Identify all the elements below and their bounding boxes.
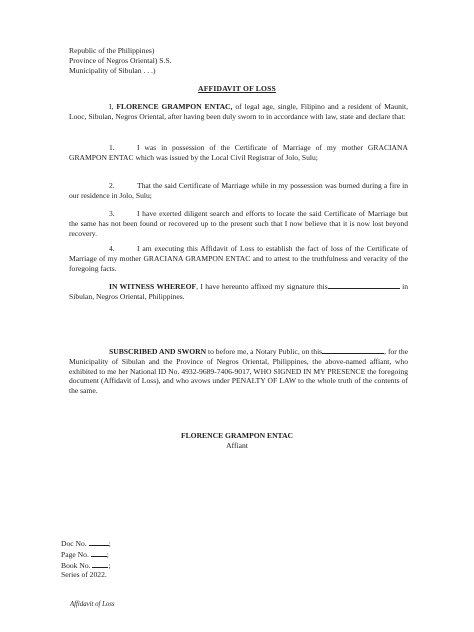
venue-header [69,46,172,75]
statement-4 [69,244,408,273]
affiant-name-inline: FLORENCE GRAMPON ENTAC, [116,102,233,111]
page-number-line: Page No. ; [61,549,109,559]
statement-number: 3. [109,209,115,218]
statement-number: 1. [109,143,115,152]
jurat-text-2: , for the Municipality of Sibulan and the Province of Negros Oriental, Philippines, the above-named affiant, who exhibited to me her National ID No. 4932-9689-7406-9017, WHO SIGNED IN MY PRESENCE the foregoing document (Affidavit of Loss), and who avows under PENALTY OF LAW to the whole truth of the contents of the same. [69,347,409,396]
jurat-date-blank-line [322,346,384,354]
statement-number: 2. [109,181,115,190]
venue-line-1: Republic of the Philippines) [69,46,155,55]
statement-text: That the said Certificate of Marriage while in my possession was burned during a fire in our residence in Jolo, Sulu; [69,181,408,200]
witness-heading: IN WITNESS WHEREOF [109,282,197,291]
witness-text-1: , I have hereunto affixed my signature this [196,282,328,291]
witness-text-2: in Sibulan, Negros Oriental, Philippines. [69,282,409,301]
statement-number: 4. [109,244,115,253]
doc-number-line: Doc No. ; [61,539,111,548]
book-number-blank [92,560,108,568]
series-line: Series of 2022. [61,570,107,580]
intro-text: of legal age, single, Filipino and a resident of Maunit, Looc, Sibulan, Negros Oriental, after having been duly sworn to in accordance with law, state and declare that: [69,102,408,121]
jurat-heading: SUBSCRIBED AND SWORN [109,347,207,356]
statement-3 [69,209,408,238]
page-footer: Affidavit of Loss [70,601,115,608]
notarial-register [61,538,111,580]
doc-number-blank [89,538,109,546]
affiant-block [0,431,474,451]
statement-2 [69,181,408,201]
statement-1 [69,143,408,163]
statement-text: I was in possession of the Certificate of Marriage of my mother GRACIANA GRAMPON ENTAC which was issued by the Local Civil Registrar of Jolo, Sulu; [69,143,408,162]
venue-line-3: Municipality of Sibulan . . .) [69,65,156,75]
jurat-paragraph [69,346,408,396]
document-title: AFFIDAVIT OF LOSS [198,84,276,93]
date-blank-line [328,281,400,289]
jurat-text-1: to before me, a Notary Public, on this [206,347,323,356]
venue-line-2: Province of Negros Oriental) S.S. [69,55,172,65]
statement-text: I am executing this Affidavit of Loss to establish the fact of loss of the Certificate of Marriage of my mother GRACIANA GRAMPON ENTAC and to attest to the truthfulness and veracity of the foregoing facts. [69,244,408,273]
intro-lead: I, [109,102,117,111]
statement-text: I have exerted diligent search and efforts to locate the said Certificate of Marriage but the same has not been found or recovered up to the present such that I now believe that it is now lost beyond recovery. [69,209,408,238]
book-number-line: Book No. ; [61,560,111,570]
affiant-name: FLORENCE GRAMPON ENTAC [180,431,294,440]
witness-paragraph [69,281,408,302]
intro-paragraph [69,102,408,122]
affiant-label: Affiant [226,440,248,450]
page-number-blank [91,549,107,557]
